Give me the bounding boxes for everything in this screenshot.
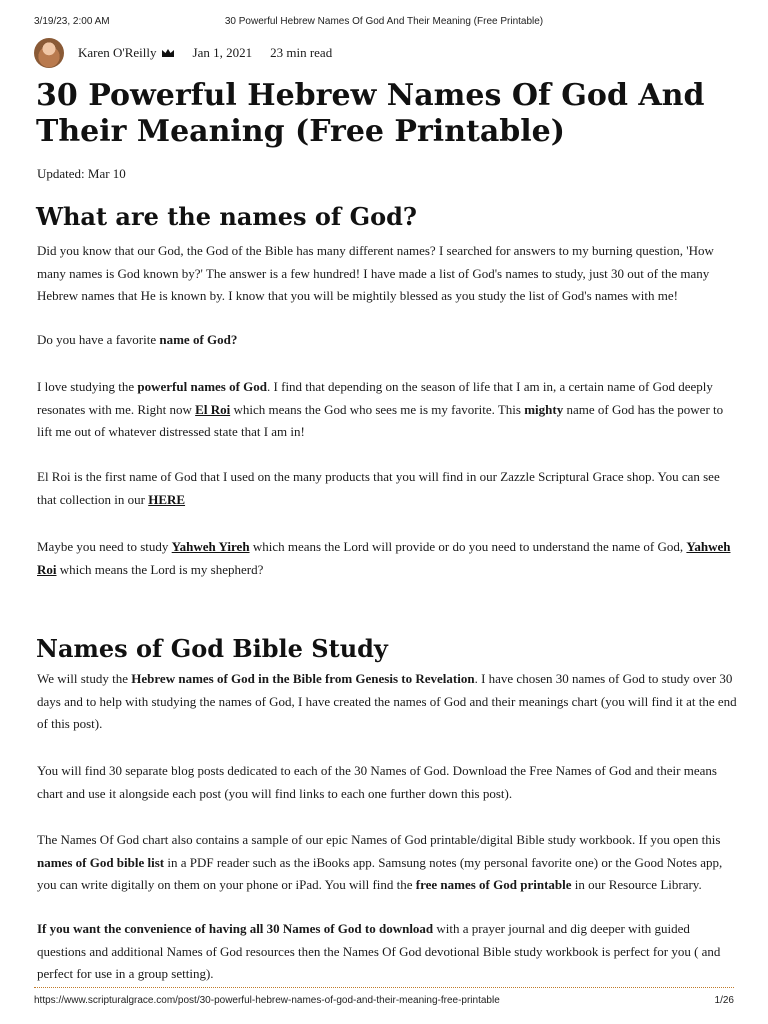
here-link[interactable]: HERE [148, 491, 186, 507]
bold-text: free names of God printable [415, 877, 572, 892]
bold-text: name of God? [159, 332, 238, 347]
yahweh-roi-link[interactable]: Yahweh Roi [37, 539, 731, 577]
paragraph: If you want the convenience of having all 30 Names of God to download with a prayer journal and dig deeper with guided questions and additional Names of God resources then the Names Of God devotional Bible study workbook is perfect for you ( and perfect for use in a group setting). [37, 921, 721, 981]
paragraph: Maybe you need to study Yahweh Yireh which means the Lord will provide or do you need to understand the name of God, Yahweh Roi which means the Lord is my shepherd? [37, 539, 731, 577]
updated-date: Updated: Mar 10 [37, 166, 126, 181]
paragraph: You will find 30 separate blog posts dedicated to each of the 30 Names of God. Download the Free Names of God and their means chart and use it alongside each post (you will find links to each one further down this post). [37, 763, 717, 801]
author-name[interactable]: Karen O'Reilly [78, 45, 157, 60]
author-row [34, 38, 332, 68]
print-url: https://www.scripturalgrace.com/post/30-powerful-hebrew-names-of-god-and-their-meaning-free-printable [34, 995, 500, 1006]
paragraph: We will study the Hebrew names of God in the Bible from Genesis to Revelation. I have chosen 30 names of God to study over 30 days and to help with studying the names of God, I have created the names of God and their meanings chart (you will find it at the end of this post). [37, 671, 737, 731]
print-header [34, 16, 734, 30]
paragraph: Do you have a favorite name of God? [37, 332, 238, 347]
yahweh-yireh-link[interactable]: Yahweh Yireh [171, 539, 250, 554]
print-footer [34, 995, 734, 1009]
crown-icon [161, 48, 175, 58]
bold-text: mighty [524, 401, 564, 417]
article-title: 30 Powerful Hebrew Names Of God And Their Meaning (Free Printable) [36, 78, 705, 149]
bold-text: powerful names of God [137, 379, 268, 394]
bold-text: Hebrew names of God in the Bible from Genesis to Revelation [131, 671, 475, 686]
page-number: 1/26 [714, 995, 734, 1006]
post-date: Jan 1, 2021 [192, 45, 253, 60]
paragraph: I love studying the powerful names of God. I find that depending on the season of life that I am in, a certain name of God deeply resonates with me. Right now El Roi which means the God who sees me is my favorite. This mighty name of God has the power to lift me out of whatever distressed state that I am in! [37, 379, 724, 439]
print-datetime: 3/19/23, 2:00 AM [34, 16, 110, 27]
paragraph: The Names Of God chart also contains a sample of our epic Names of God printable/digital Bible study workbook. If you open this names of God bible list in a PDF reader such as the iBooks app. Samsung notes (my personal favorite one) or the Good Notes app, you can write digitally on them on your phone or iPad. You will find the free names of God printable in our Resource Library. [37, 832, 723, 892]
section-heading-bible-study: Names of God Bible Study [36, 634, 388, 663]
paragraph: Did you know that our God, the God of the Bible has many different names? I searched for answers to my burning question, 'How many names is God known by?' The answer is a few hundred! I have made a list of God's names to study, just 30 out of the many Hebrew names that He is known by. I know that you will be mightily blessed as you study the list of God's names with me! [37, 243, 714, 303]
el-roi-link[interactable]: El Roi [195, 401, 231, 417]
paragraph: El Roi is the first name of God that I used on the many products that you will find in our Zazzle Scriptural Grace shop. You can see that collection in our HERE [37, 469, 720, 507]
bold-text: names of God bible list [37, 854, 165, 870]
bold-text: If you want the convenience of having all 30 Names of God to download [37, 921, 434, 936]
read-time: 23 min read [270, 45, 333, 60]
avatar[interactable] [34, 38, 64, 68]
footer-divider [34, 987, 734, 988]
print-page-title: 30 Powerful Hebrew Names Of God And Their Meaning (Free Printable) [224, 16, 544, 27]
section-heading-names-of-god: What are the names of God? [36, 202, 417, 231]
